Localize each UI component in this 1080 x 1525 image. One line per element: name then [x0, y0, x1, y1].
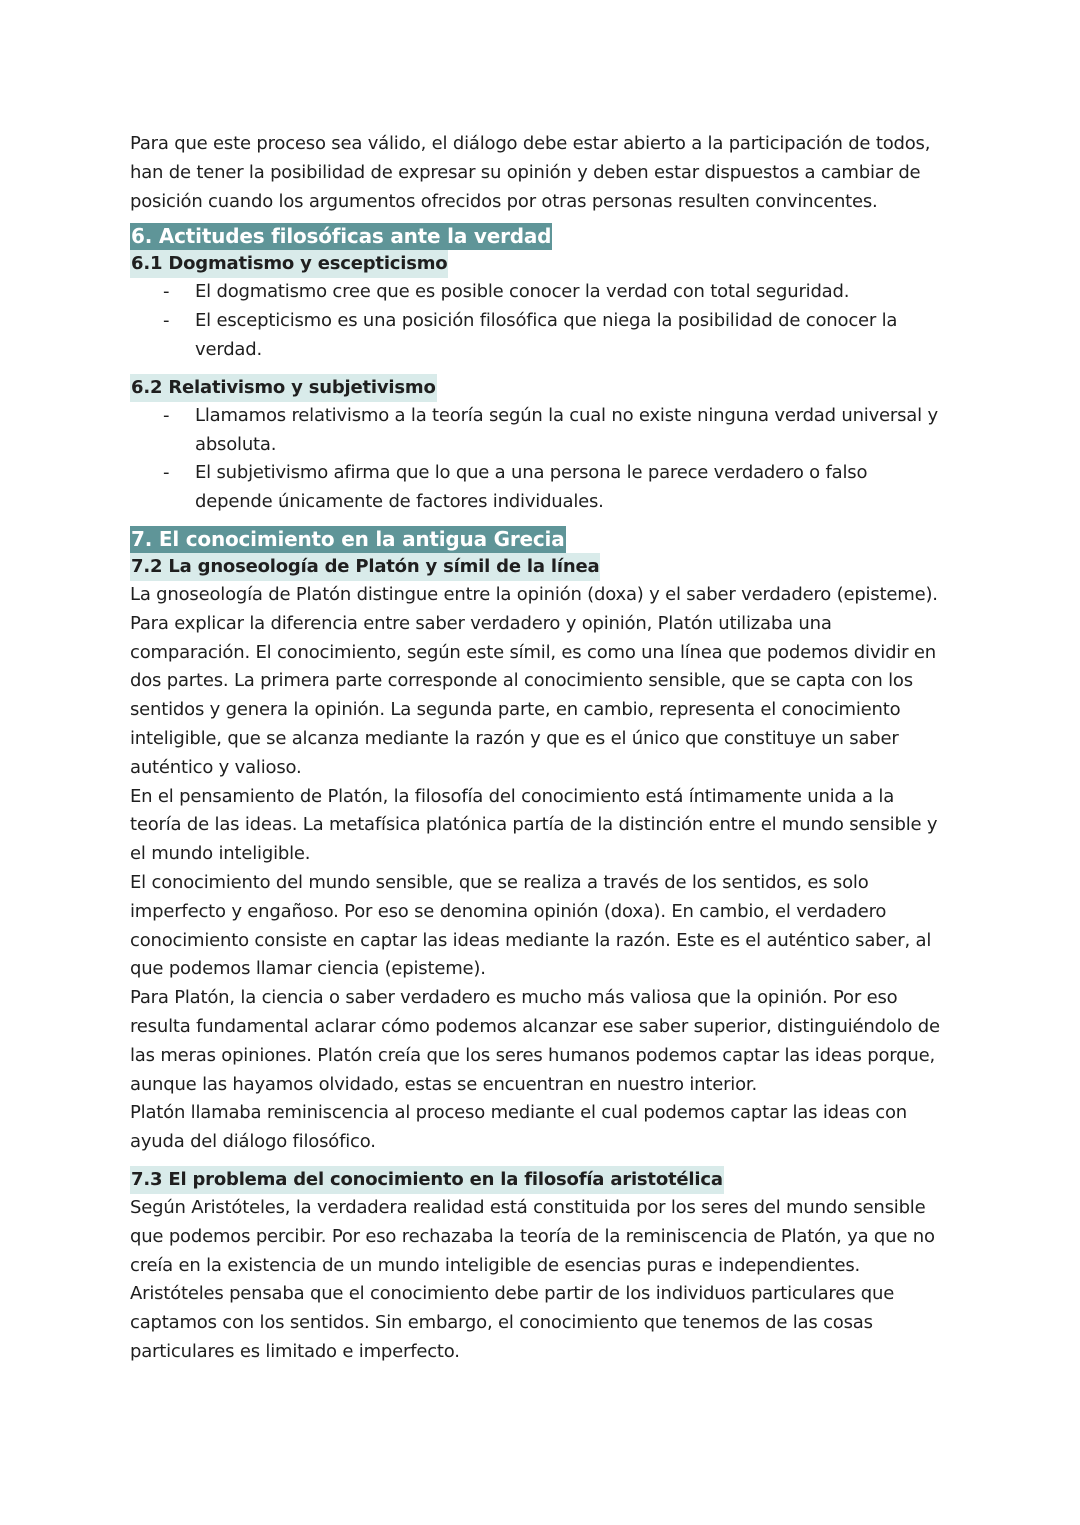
- paragraph: En el pensamiento de Platón, la filosofía del conocimiento está íntimamente unida a la teoría de las ideas. La metafísica platónica partía de la distinción entre el mundo sensible y el mundo inteligible.: [130, 785, 938, 865]
- list-item: - El subjetivismo afirma que lo que a una persona le parece verdadero o falso depende únicamente de factores individuales.: [163, 462, 868, 513]
- section-6-2-list: [130, 402, 950, 517]
- intro-paragraph: Para que este proceso sea válido, el diálogo debe estar abierto a la participación de todos, han de tener la posibilidad de expresar su opinión y deben estar dispuestos a cambiar de posición cuando los argumentos ofrecidos por otras personas resulten convincentes.: [130, 133, 931, 212]
- section-6-heading: 6. Actitudes filosóficas ante la verdad: [131, 224, 552, 249]
- paragraph: La gnoseología de Platón distingue entre la opinión (doxa) y el saber verdadero (episteme). Para explicar la diferencia entre saber verdadero y opinión, Platón utilizaba una comparación. El conocimiento, según este símil, es como una línea que podemos dividir en dos partes. La primera parte corresponde al conocimiento sensible, que se capta con los sentidos y genera la opinión. La segunda parte, en cambio, representa el conocimiento inteligible, que se alcanza mediante la razón y que es el único que constituye un saber auténtico y valioso.: [130, 583, 938, 778]
- list-item: - El escepticismo es una posición filosófica que niega la posibilidad de conocer la verdad.: [163, 310, 898, 360]
- section-7-heading: 7. El conocimiento en la antigua Grecia: [131, 526, 565, 551]
- section-7-2-heading: 7.2 La gnoseología de Platón y símil de la línea: [130, 553, 600, 581]
- paragraph: Aristóteles pensaba que el conocimiento debe partir de los individuos particulares que captamos con los sentidos. Sin embargo, el conocimiento que tenemos de las cosas particulares es limitado e imperfecto.: [130, 1283, 895, 1362]
- paragraph: Platón llamaba reminiscencia al proceso mediante el cual podemos captar las ideas con ayuda del diálogo filosófico.: [130, 1102, 907, 1153]
- list-item: - Llamamos relativismo a la teoría según la cual no existe ninguna verdad universal y absoluta.: [163, 404, 938, 455]
- list-item: - El dogmatismo cree que es posible conocer la verdad con total seguridad.: [163, 281, 850, 303]
- paragraph: Según Aristóteles, la verdadera realidad está constituida por los seres del mundo sensible que podemos percibir. Por eso rechazaba la teoría de la reminiscencia de Platón, ya que no creía en la existencia de un mundo inteligible de esencias puras e independientes.: [130, 1196, 935, 1276]
- section-6-1-list: [130, 278, 950, 364]
- paragraph: Para Platón, la ciencia o saber verdadero es mucho más valiosa que la opinión. Por eso resulta fundamental aclarar cómo podemos alcanzar ese saber superior, distinguiéndolo de las meras opiniones. Platón creía que los seres humanos podemos captar las ideas porque, aunque las hayamos olvidado, estas se encuentran en nuestro interior.: [130, 987, 940, 1095]
- section-7-3-heading: 7.3 El problema del conocimiento en la filosofía aristotélica: [130, 1166, 724, 1194]
- paragraph: El conocimiento del mundo sensible, que se realiza a través de los sentidos, es solo imperfecto y engañoso. Por eso se denomina opinión (doxa). En cambio, el verdadero conocimiento consiste en captar las ideas mediante la razón. Este es el auténtico saber, al que podemos llamar ciencia (episteme).: [130, 871, 932, 980]
- section-6-1-heading: 6.1 Dogmatismo y escepticismo: [130, 250, 448, 278]
- section-6-2-heading: 6.2 Relativismo y subjetivismo: [130, 374, 437, 402]
